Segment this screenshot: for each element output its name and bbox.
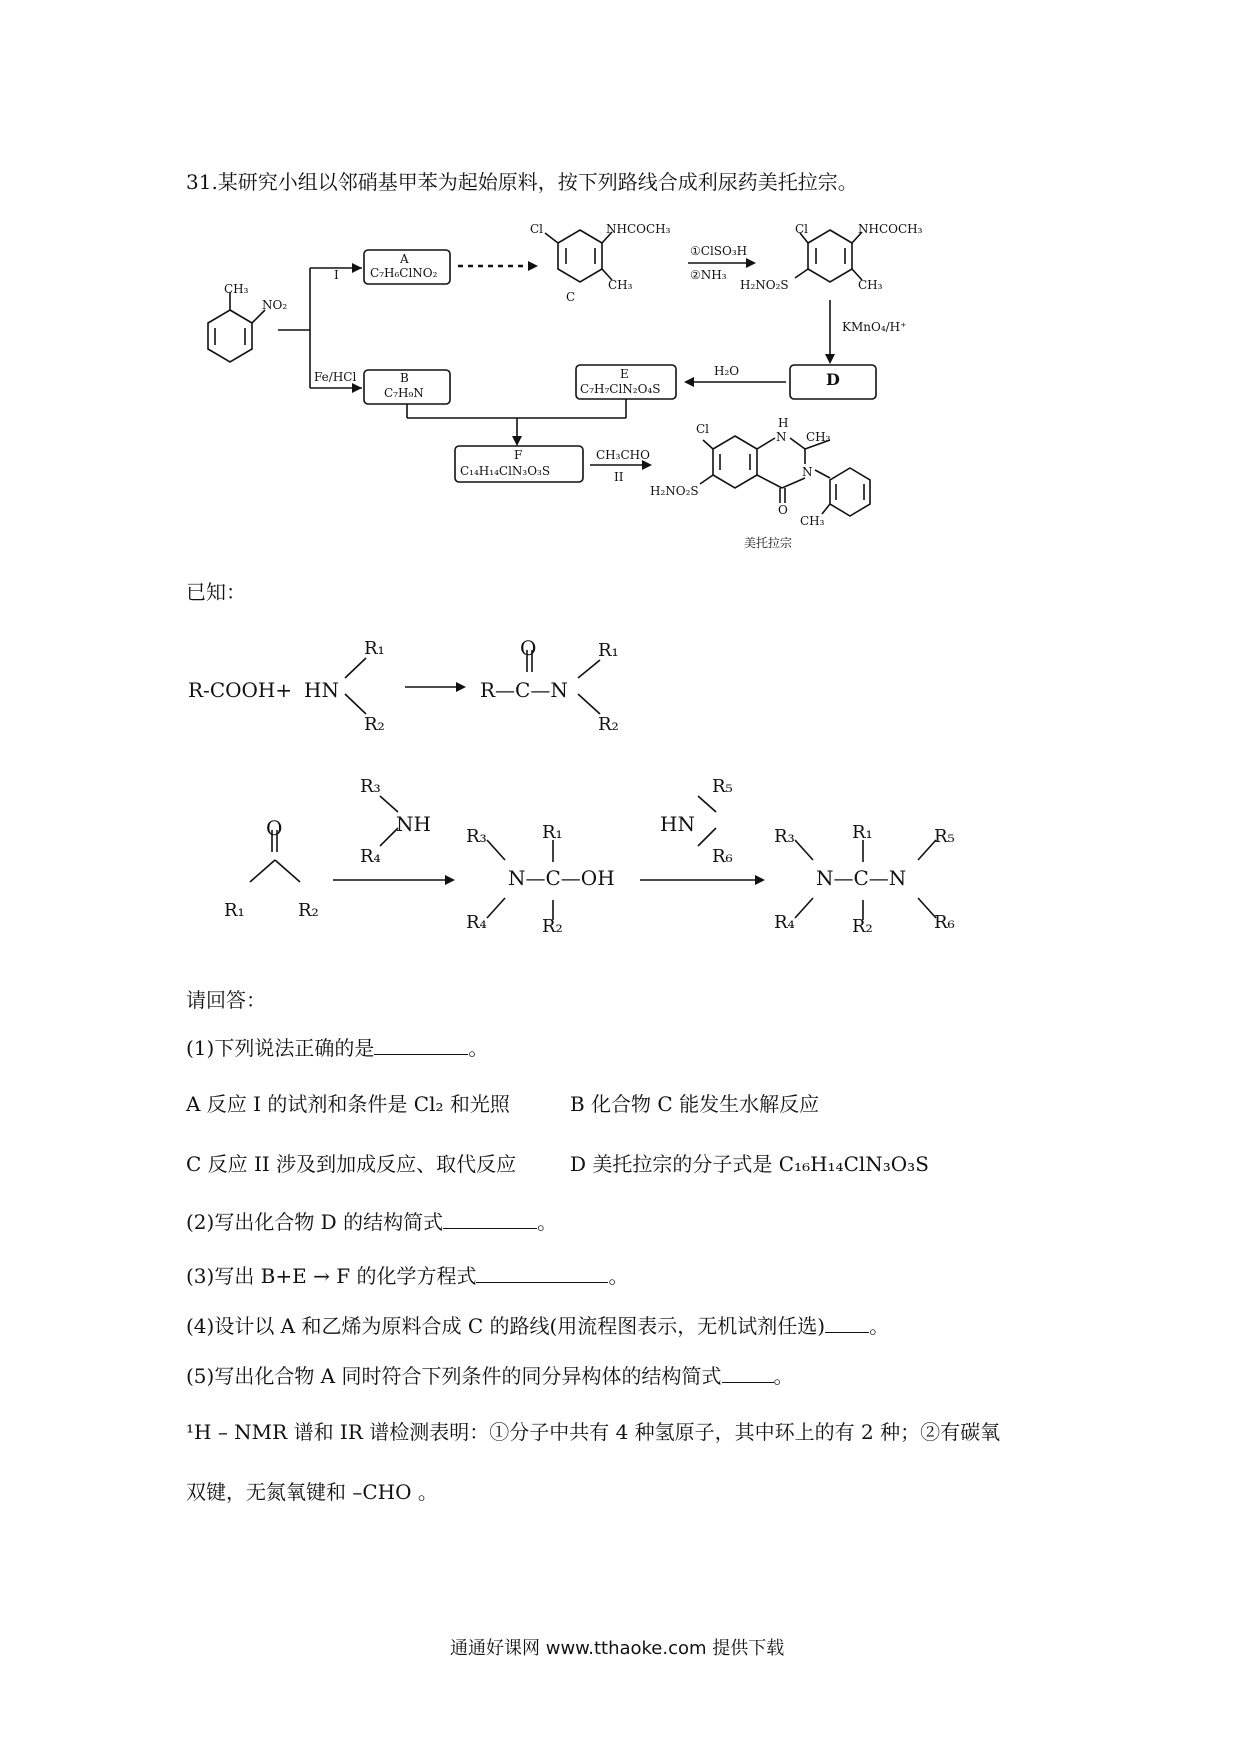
question-5-end: 。	[773, 1364, 794, 1388]
compound-c-cl: Cl	[530, 222, 544, 236]
question-5-blank[interactable]	[722, 1364, 774, 1383]
known2-amine-r4: R₄	[360, 846, 381, 867]
known2-mid-r1: R₁	[542, 822, 563, 843]
known2-amine-nh: NH	[396, 812, 431, 836]
product-h2no2s: H₂NO₂S	[650, 484, 699, 498]
compound-c-ch3: CH₃	[608, 278, 633, 292]
answer-prompt: 请回答：	[186, 988, 266, 1012]
known2-final-r4: R₄	[774, 912, 795, 933]
box-d-name: D	[826, 370, 840, 389]
start-no2-label: NO₂	[262, 298, 288, 312]
known2-o: O	[266, 816, 283, 840]
known2-final-r5: R₅	[934, 826, 955, 847]
sulfonamide-nhcoch3: NHCOCH₃	[858, 222, 923, 236]
option-a: A 反应 I 的试剂和条件是 Cl₂ 和光照	[186, 1092, 510, 1116]
option-d: D 美托拉宗的分子式是 C₁₆H₁₄ClN₃O₃S	[570, 1152, 929, 1176]
known2-amine-r3: R₃	[360, 776, 381, 797]
arrow-ch3cho-label: CH₃CHO	[596, 448, 650, 462]
question-4-blank[interactable]	[825, 1314, 869, 1333]
arrow-clso3h-label: ①ClSO₃H	[690, 244, 748, 258]
product-tolyl-ch3: CH₃	[800, 514, 825, 528]
arrow-kmno4-label: KMnO₄/H⁺	[842, 320, 907, 334]
known2-c-r1: R₁	[224, 900, 245, 921]
question-3-text: (3)写出 B+E → F 的化学方程式	[186, 1264, 477, 1288]
question-4	[186, 1310, 889, 1339]
question-1	[186, 1032, 488, 1061]
box-e-formula: C₇H₇ClN₂O₄S	[580, 382, 661, 396]
known2-final-r2: R₂	[852, 916, 873, 937]
known2-final-chain: N—C—N	[816, 866, 907, 890]
question-5-condition-1: ¹H – NMR 谱和 IR 谱检测表明：①分子中共有 4 种氢原子，其中环上的有 2 种；②有碳氧	[186, 1420, 1001, 1444]
known2-c-r2: R₂	[298, 900, 319, 921]
known2-final-r6: R₆	[934, 912, 955, 933]
sulfonamide-h2no2s: H₂NO₂S	[740, 278, 789, 292]
box-f-name: F	[514, 448, 523, 462]
box-b-name: B	[400, 371, 409, 385]
box-f-formula: C₁₄H₁₄ClN₃O₃S	[460, 464, 551, 478]
box-a-name: A	[400, 252, 409, 266]
question-5-text: (5)写出化合物 A 同时符合下列条件的同分异构体的结构简式	[186, 1364, 722, 1388]
question-4-end: 。	[869, 1314, 890, 1338]
known1-reactant: R-COOH+	[188, 678, 293, 702]
question-5-condition-2: 双键，无氮氧键和 –CHO 。	[186, 1480, 438, 1504]
product-h: H	[778, 416, 789, 430]
product-n3: N	[802, 465, 813, 479]
known2-mid-r2: R₂	[542, 916, 563, 937]
question-5	[186, 1360, 794, 1389]
question-2-blank[interactable]	[443, 1210, 537, 1229]
option-b: B 化合物 C 能发生水解反应	[570, 1092, 820, 1116]
footer-source: 通通好课网 www.tthaoke.com 提供下载	[450, 1638, 785, 1659]
question-title: 31.某研究小组以邻硝基甲苯为起始原料，按下列路线合成利尿药美托拉宗。	[186, 170, 858, 194]
question-3-blank[interactable]	[476, 1264, 608, 1283]
arrow-nh3-label: ②NH₃	[690, 268, 727, 282]
known2-mid-r4: R₄	[466, 912, 487, 933]
known-reactions	[0, 620, 1240, 940]
known2-amine2-hn: HN	[660, 812, 695, 836]
question-2-end: 。	[537, 1210, 558, 1234]
arrow-fehcl-label: Fe/HCl	[314, 370, 357, 384]
box-a-formula: C₇H₆ClNO₂	[370, 266, 438, 280]
arrow-ii-label: II	[614, 470, 624, 484]
known2-mid-chain: N—C—OH	[508, 866, 615, 890]
compound-c-label: C	[566, 290, 576, 304]
known1-hn: HN	[304, 678, 339, 702]
option-c: C 反应 II 涉及到加成反应、取代反应	[186, 1152, 517, 1176]
question-2	[186, 1206, 557, 1235]
compound-c-nhcoch3: NHCOCH₃	[606, 222, 671, 236]
box-b-formula: C₇H₉N	[384, 386, 424, 400]
product-o: O	[778, 503, 788, 517]
known2-amine2-r6: R₆	[712, 846, 733, 867]
known1-product-r1: R₁	[598, 640, 619, 661]
known2-final-r1: R₁	[852, 822, 873, 843]
question-1-blank[interactable]	[374, 1036, 468, 1055]
sulfonamide-ch3: CH₃	[858, 278, 883, 292]
question-1-text: (1)下列说法正确的是	[186, 1036, 375, 1060]
synthesis-scheme	[0, 0, 1240, 600]
product-cl: Cl	[696, 422, 710, 436]
question-4-text: (4)设计以 A 和乙烯为原料合成 C 的路线(用流程图表示，无机试剂任选)	[186, 1314, 826, 1338]
box-e-name: E	[620, 367, 629, 381]
question-3	[186, 1260, 628, 1289]
question-3-end: 。	[608, 1264, 629, 1288]
known1-product-r2: R₂	[598, 714, 619, 735]
product-name: 美托拉宗	[744, 536, 793, 550]
known2-mid-r3: R₃	[466, 826, 487, 847]
known2-final-r3: R₃	[774, 826, 795, 847]
known1-o: O	[520, 636, 537, 660]
question-2-text: (2)写出化合物 D 的结构简式	[186, 1210, 444, 1234]
product-ch3: CH₃	[806, 430, 831, 444]
question-1-end: 。	[468, 1036, 489, 1060]
product-n1: N	[776, 430, 787, 444]
start-ch3-label: CH₃	[224, 282, 249, 296]
arrow-i-label: I	[334, 268, 339, 282]
known1-product-chain: R—C—N	[480, 678, 568, 702]
known2-amine2-r5: R₅	[712, 776, 733, 797]
known1-r2: R₂	[364, 714, 385, 735]
known1-r1: R₁	[364, 638, 385, 659]
known-label: 已知：	[186, 580, 246, 604]
sulfonamide-cl: Cl	[795, 222, 809, 236]
arrow-h2o-label: H₂O	[714, 364, 740, 378]
